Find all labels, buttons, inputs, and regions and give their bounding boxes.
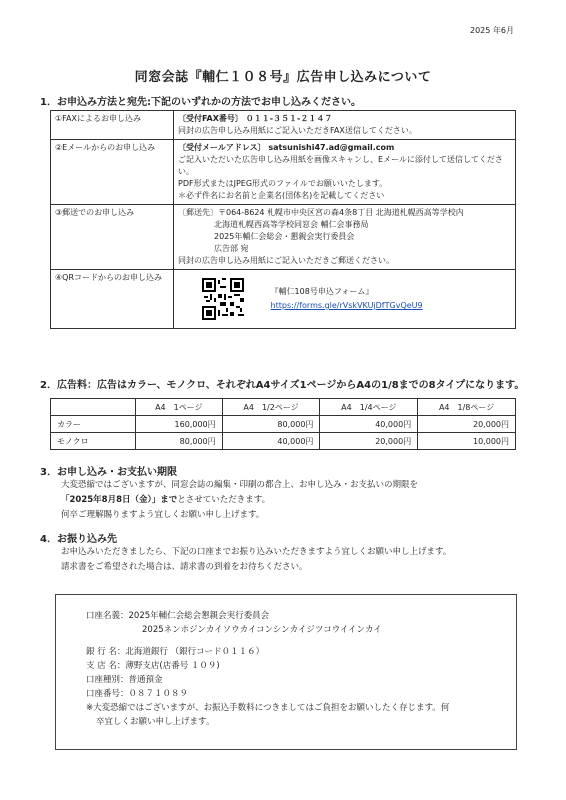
section2-heading: 2．広告料：広告はカラー、モノクロ、それぞれA4サイズ1ページからA4の1/8までの8タイプになります。 <box>40 380 525 391</box>
price-row-mono <box>51 433 516 450</box>
deadline-line <box>61 493 418 508</box>
fee-note-cont: 卒宜しくお願い申し上げます。 <box>96 717 215 727</box>
mail-instruction: 同封の広告申し込み用紙にご記入いただきご郵送ください。 <box>178 256 394 265</box>
section3-body <box>61 478 418 523</box>
email-row <box>51 140 516 205</box>
account-number: 口座番号：０８７１０８９ <box>86 689 189 699</box>
qr-code-icon[interactable] <box>202 278 244 320</box>
section3-heading: 3．お申し込み・お支払い期限 <box>40 467 177 478</box>
fax-number: 〔受付FAX番号〕 ０１１-３５１-２１４７ <box>178 114 333 123</box>
qr-text <box>271 285 423 313</box>
application-methods-table <box>50 110 516 329</box>
deadline-rest: とさせていただきます。 <box>177 495 271 505</box>
price-cell: 20,000円 <box>418 416 516 433</box>
email-instruction: ご記入いただいた広告申し込み用紙を画像スキャンし、Eメールに添付して送信してください。 <box>178 155 503 176</box>
deadline-date: 「2025年8月8日（金）」まで <box>61 495 178 505</box>
fax-details <box>174 111 516 140</box>
price-header-blank <box>51 399 136 416</box>
price-cell: 40,000円 <box>222 433 320 450</box>
document-date: 2025 年6月 <box>470 26 514 35</box>
page-title: 同窓会誌『輔仁１０８号』広告申し込みについて <box>134 70 432 85</box>
price-header-full: A4 1ページ <box>136 399 223 416</box>
price-header-quarter: A4 1/4ページ <box>320 399 418 416</box>
invoice-note: 請求書をご希望された場合は、請求書の到着をお待ちください。 <box>61 562 308 572</box>
price-cell: 160,000円 <box>136 416 223 433</box>
bank-name: 銀 行 名：北海道銀行 （銀行コード０１１６） <box>86 647 265 657</box>
bank-account-details <box>86 609 449 729</box>
fee-note: ※大変恐縮ではございますが、お振込手数料につきましてはご負担をお願いしたく存じます。何 <box>86 703 450 713</box>
mail-recipient-dept: 広告部 宛 <box>214 244 249 253</box>
price-row-color <box>51 416 516 433</box>
mail-recipient-committee: 2025年輔仁会総会・懇親会実行委員会 <box>214 232 355 241</box>
qr-form-label: 『輔仁108号申込フォーム』 <box>270 287 374 296</box>
email-details <box>174 140 516 205</box>
price-table <box>50 398 516 450</box>
price-cell: 80,000円 <box>136 433 223 450</box>
fax-instruction: 同封の広告申し込み用紙にご記入いただきFAX送信してください。 <box>178 126 417 135</box>
fax-row <box>51 111 516 140</box>
branch-name: 支 店 名：薄野支店(店番号 １０９) <box>86 661 220 671</box>
deadline-intro: 大変恐縮ではございますが、同窓会誌の編集・印刷の都合上、お申し込み・お支払いの期限を <box>61 480 419 490</box>
price-cell: 40,000円 <box>320 416 418 433</box>
qr-form-link[interactable]: https://forms.gle/rVskVKUjDfTGvQeU9 <box>270 301 423 310</box>
price-header-eighth: A4 1/8ページ <box>418 399 516 416</box>
account-name: 口座名義：2025年輔仁会総会懇親会実行委員会 <box>86 611 270 621</box>
section1-heading: 1．お申込み方法と宛先:下記のいずれかの方法でお申し込みください。 <box>40 97 361 108</box>
qr-method-label: ④QRコードからのお申し込み <box>51 270 174 329</box>
price-cell: 20,000円 <box>320 433 418 450</box>
deadline-closing: 何卒ご理解賜りますよう宜しくお願い申し上げます。 <box>61 510 265 520</box>
section4-body <box>61 545 451 575</box>
account-name-kana: 2025ネンホジンカイソウカイコンシンカイジツコウイインカイ <box>142 625 382 635</box>
qr-details <box>174 270 516 329</box>
transfer-instruction: お申込みいただきましたら、下記の口座までお振り込みいただきますよう宜しくお願い申し上げます。 <box>61 547 452 557</box>
email-address[interactable]: 〔受付メールアドレス〕 satsunishi47.ad@gmail.com <box>178 143 395 152</box>
section4-heading: 4．お振り込み先 <box>40 534 117 545</box>
fax-method-label: ①FAXによるお申し込み <box>51 111 174 140</box>
mail-recipient-office: 北海道札幌西高等学校同窓会 輔仁会事務局 <box>214 220 369 229</box>
price-cell: 80,000円 <box>222 416 320 433</box>
bank-account-box <box>55 594 517 750</box>
price-cell: 10,000円 <box>418 433 516 450</box>
mail-row <box>51 205 516 270</box>
email-method-label: ②Eメールからのお申し込み <box>51 140 174 205</box>
mail-details <box>174 205 516 270</box>
mail-method-label: ③郵送でのお申し込み <box>51 205 174 270</box>
price-header-row <box>51 399 516 416</box>
email-format-note: PDF形式またはJPEG形式のファイルでお願いいたします。 <box>178 179 388 188</box>
price-row-label: モノクロ <box>51 433 136 450</box>
mail-address: 〔郵送先〕〒064-8624 札幌市中央区宮の森4条8丁目 北海道札幌西高等学校内 <box>178 208 464 217</box>
account-type: 口座種別：普通預金 <box>86 675 163 685</box>
email-subject-note: ＊必ず件名にお名前と企業名(団体名)を記載してください <box>178 191 385 200</box>
price-header-half: A4 1/2ページ <box>222 399 320 416</box>
qr-row <box>51 270 516 329</box>
price-row-label: カラー <box>51 416 136 433</box>
